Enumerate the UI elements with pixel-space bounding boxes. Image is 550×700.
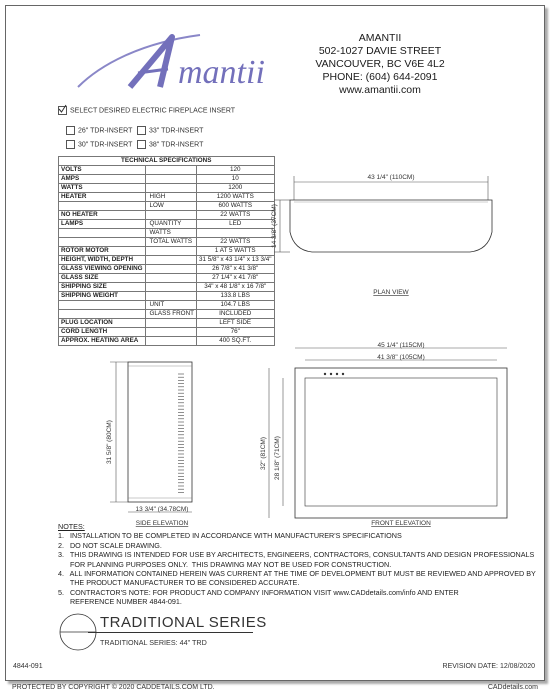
spec-value: 133.8 LBS [196, 292, 274, 301]
spec-value: 1200 [196, 184, 274, 193]
spec-row [59, 193, 275, 202]
checkbox-icon[interactable] [66, 126, 75, 135]
front-elevation-drawing [255, 340, 525, 530]
note-line: REFERENCE NUMBER 4844-091. [58, 597, 182, 607]
spec-label [59, 229, 146, 238]
spec-sublabel [145, 175, 196, 184]
company-phone: PHONE: (604) 644-2091 [322, 71, 438, 83]
note-line: FOR PLANNING PURPOSES ONLY. THIS DRAWING MAY NOT BE USED FOR CONSTRUCTION. [58, 559, 392, 569]
spec-sublabel: TOTAL WATTS [145, 238, 196, 247]
spec-row [59, 211, 275, 220]
spec-label: LAMPS [59, 220, 146, 229]
spec-sublabel: GLASS FRONT [145, 310, 196, 319]
spec-sublabel: LOW [145, 202, 196, 211]
spec-sublabel: WATTS [145, 229, 196, 238]
spec-sublabel [145, 184, 196, 193]
spec-label: GLASS VIEWING OPENING [59, 265, 146, 274]
spec-row [59, 220, 275, 229]
spec-value: 22 WATTS [196, 238, 274, 247]
spec-sublabel [145, 166, 196, 175]
spec-value: 400 SQ.FT. [196, 337, 274, 346]
spec-row [59, 238, 275, 247]
spec-label: GLASS SIZE [59, 274, 146, 283]
spec-row [59, 265, 275, 274]
spec-label: ROTOR MOTOR [59, 247, 146, 256]
company-name: AMANTII [358, 32, 402, 44]
front-elevation-label: FRONT ELEVATION [371, 520, 431, 527]
company-web: www.amantii.com [339, 84, 421, 96]
spec-label: HEATER [59, 193, 146, 202]
option-label: 26" TDR-INSERT [78, 127, 133, 135]
company-info [300, 32, 460, 97]
option-30[interactable] [66, 140, 132, 149]
spec-label: AMPS [59, 175, 146, 184]
spec-label: APPROX. HEATING AREA [59, 337, 146, 346]
spec-row [59, 175, 275, 184]
spec-row [59, 247, 275, 256]
note-line: 2. DO NOT SCALE DRAWING. [58, 540, 162, 550]
checkbox-icon[interactable] [66, 140, 75, 149]
spec-value: LEFT SIDE [196, 319, 274, 328]
spec-table-title: TECHNICAL SPECIFICATIONS [59, 157, 275, 166]
note-line: THE PRODUCT MANUFACTURER TO BE CONSIDERED ACCURATE. [58, 578, 300, 588]
series-divider [88, 632, 253, 633]
spec-label: PLUG LOCATION [59, 319, 146, 328]
select-insert-heading [58, 106, 235, 115]
spec-value: 120 [196, 166, 274, 175]
spec-value: 1200 WATTS [196, 193, 274, 202]
note-line: 5. CONTRACTOR'S NOTE: FOR PRODUCT AND COMPANY INFORMATION VISIT www.CADdetails.com/info AND ENTER [58, 587, 459, 597]
spec-value: 10 [196, 175, 274, 184]
spec-value: 1 AT 5 WATTS [196, 247, 274, 256]
spec-sublabel [145, 319, 196, 328]
plan-width-dim: 43 1/4" (110CM) [367, 174, 415, 181]
copyright-text: PROTECTED BY COPYRIGHT © 2020 CADDETAILS.COM LTD. [12, 684, 215, 691]
spec-row [59, 256, 275, 265]
option-38[interactable] [137, 140, 203, 149]
plan-depth-dim: 14 3/8" (37CM) [271, 204, 278, 248]
option-label: 33" TDR-INSERT [149, 127, 204, 135]
spec-row [59, 184, 275, 193]
checkbox-checked-icon[interactable] [58, 106, 67, 115]
spec-row [59, 310, 275, 319]
spec-value: 34" x 48 1/8" x 16 7/8" [196, 283, 274, 292]
spec-row [59, 328, 275, 337]
note-line: 1. INSTALLATION TO BE COMPLETED IN ACCORDANCE WITH MANUFACTURER'S SPECIFICATIONS [58, 531, 402, 541]
reference-number: 4844-091 [13, 663, 43, 670]
spec-row [59, 274, 275, 283]
spec-value: 76" [196, 328, 274, 337]
company-address-1: 502-1027 DAVIE STREET [318, 45, 442, 57]
select-insert-label: SELECT DESIRED ELECTRIC FIREPLACE INSERT [70, 107, 236, 115]
spec-row [59, 283, 275, 292]
option-33[interactable] [137, 126, 203, 135]
series-subtitle: TRADITIONAL SERIES: 44" TRD [100, 638, 207, 647]
spec-label: WATTS [59, 184, 146, 193]
spec-row [59, 166, 275, 175]
checkbox-icon[interactable] [137, 140, 146, 149]
spec-label [59, 202, 146, 211]
side-height-dim: 31 5/8" (80CM) [106, 420, 113, 464]
spec-sublabel [145, 292, 196, 301]
amantii-logo [60, 25, 300, 105]
spec-row [59, 337, 275, 346]
revision-date: REVISION DATE: 12/08/2020 [442, 663, 535, 670]
spec-label [59, 310, 146, 319]
svg-text:mantii: mantii [178, 54, 265, 91]
side-depth-dim: 13 3/4" (34.78CM) [135, 506, 189, 513]
spec-sublabel [145, 247, 196, 256]
spec-label [59, 238, 146, 247]
spec-value: 31 5/8" x 43 1/4" x 13 3/4" [196, 256, 274, 265]
spec-value: 104.7 LBS [196, 301, 274, 310]
spec-label: HEIGHT, WIDTH, DEPTH [59, 256, 146, 265]
spec-row [59, 202, 275, 211]
front-outer-height: 32" (81CM) [260, 436, 267, 470]
spec-label: VOLTS [59, 166, 146, 175]
spec-sublabel [145, 337, 196, 346]
spec-row [59, 301, 275, 310]
spec-sublabel: HIGH [145, 193, 196, 202]
option-label: 38" TDR-INSERT [149, 141, 204, 149]
spec-label: CORD LENGTH [59, 328, 146, 337]
spec-label: SHIPPING WEIGHT [59, 292, 146, 301]
spec-label [59, 301, 146, 310]
side-elevation-drawing [80, 360, 200, 530]
spec-row [59, 229, 275, 238]
plan-view-label: PLAN VIEW [373, 289, 409, 296]
spec-sublabel [145, 265, 196, 274]
spec-label: SHIPPING SIZE [59, 283, 146, 292]
front-inner-width: 41 3/8" (105CM) [377, 354, 425, 361]
note-line: 4. ALL INFORMATION CONTAINED HEREIN WAS CURRENT AT THE TIME OF DEVELOPMENT BUT MUST BE REVIEWED AND APPROVED BY [58, 569, 536, 579]
spec-sublabel [145, 256, 196, 265]
spec-value: 600 WATTS [196, 202, 274, 211]
spec-row [59, 292, 275, 301]
spec-sublabel [145, 274, 196, 283]
spec-value: 22 WATTS [196, 211, 274, 220]
note-line: 3. THIS DRAWING IS INTENDED FOR USE BY ARCHITECTS, ENGINEERS, CONTRACTORS, CONSULTANTS AND DESIGN PROFESSIONALS [58, 550, 535, 560]
spec-sublabel: QUANTITY [145, 220, 196, 229]
spec-value: INCLUDED [196, 310, 274, 319]
caddetails-link[interactable]: CADdetails.com [487, 684, 538, 691]
plan-view-drawing [260, 170, 520, 300]
spec-sublabel: UNIT [145, 301, 196, 310]
notes-section [58, 522, 536, 607]
spec-row [59, 319, 275, 328]
spec-sublabel [145, 283, 196, 292]
spec-value: 27 1/4" x 41 7/8" [196, 274, 274, 283]
spec-value: LED [196, 220, 274, 229]
checkbox-icon[interactable] [137, 126, 146, 135]
technical-specifications-table [58, 156, 275, 346]
spec-value: 26 7/8" x 41 3/8" [196, 265, 274, 274]
front-inner-height: 28 1/8" (71CM) [274, 436, 281, 480]
spec-sublabel [145, 328, 196, 337]
spec-sublabel [145, 211, 196, 220]
company-address-2: VANCOUVER, BC V6E 4L2 [315, 58, 445, 70]
side-elevation-label: SIDE ELEVATION [135, 520, 189, 527]
spec-label: NO HEATER [59, 211, 146, 220]
option-label: 30" TDR-INSERT [78, 141, 133, 149]
series-title: TRADITIONAL SERIES [100, 614, 267, 631]
notes-title: NOTES: [58, 522, 85, 531]
option-26[interactable] [66, 126, 132, 135]
front-outer-width: 45 1/4" (115CM) [377, 342, 425, 349]
